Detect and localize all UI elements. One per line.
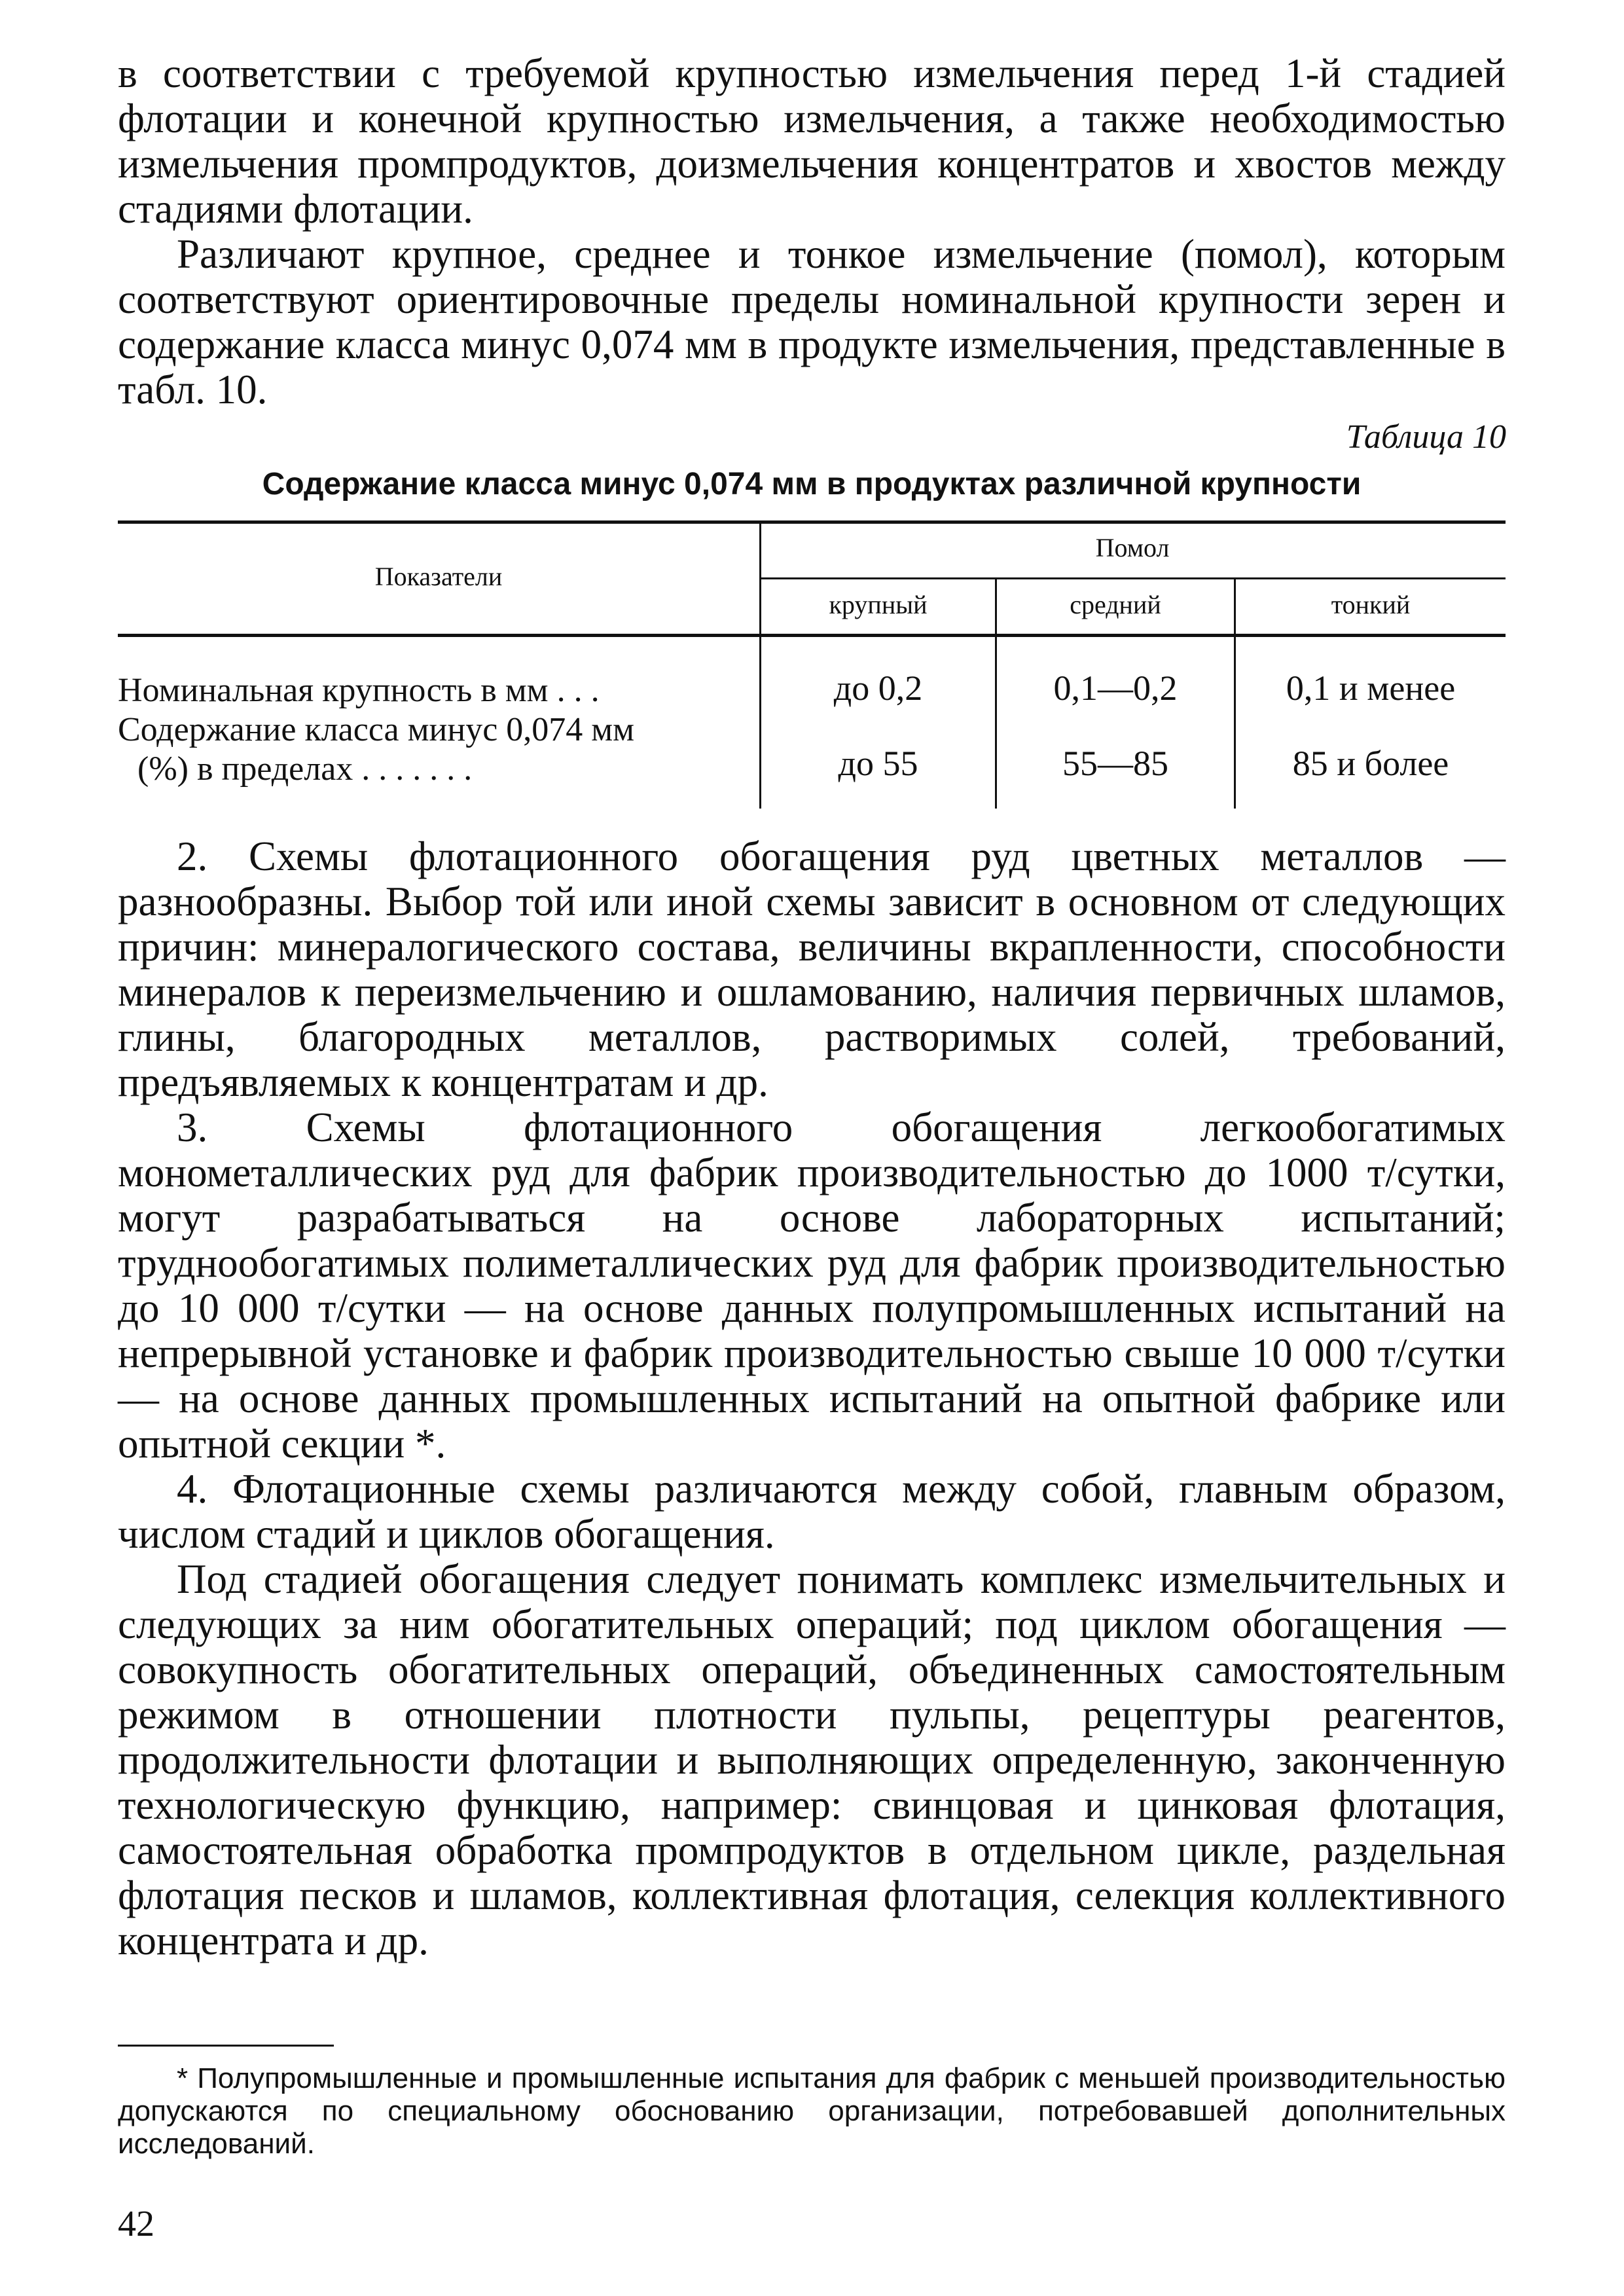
footnote: * Полупромышленные и промышленные испытания для фабрик с меньшей производительностью допускаются по специальному обоснованию организации, потребовавшей дополнительных исследований. — [118, 2062, 1506, 2160]
paragraph: 3. Схемы флотационного обогащения легкообогатимых монометаллических руд для фабрик производительностью до 1000 т/сутки, могут разрабатываться на основе лабораторных испытаний; труднообогатимых полиметаллических руд для фабрик производительностью до 10 000 т/сутки — на основе данных полупромышленных испытаний на непрерывной установке и фабрик производительностью свыше 10 000 т/сутки — на основе данных промышленных испытаний на опытной фабрике или опытной секции *. — [118, 1104, 1506, 1467]
table-label: Таблица 10 — [1346, 418, 1506, 456]
table-row-label: Номинальная крупность в мм . . . — [118, 672, 600, 709]
table-header-rule — [118, 634, 1506, 637]
paragraph: Под стадией обогащения следует понимать комплекс измельчительных и следующих за ним обогатительных операций; под циклом обогащения — совокупность обогатительных операций, объединенных самостоятельным режимом в отношении плотности пульпы, рецептуры реагентов, продолжительности флотации и выполняющих определенную, законченную технологическую функцию, например: свинцовая и цинковая флотация, самостоятельная обработка промпродуктов в отдельном цикле, раздельная флотация песков и шламов, коллективная флотация, селекция коллективного концентрата и др. — [118, 1556, 1506, 1963]
text-block-top — [118, 51, 1506, 412]
table-cell: 0,1—0,2 — [1053, 668, 1178, 708]
table-cell: до 0,2 — [833, 668, 923, 708]
paragraph: 4. Флотационные схемы различаются между собой, главным образом, числом стадий и циклов обогащения. — [118, 1466, 1506, 1557]
table-cell: 55—85 — [1062, 744, 1168, 783]
table-header-group: Помол — [1095, 533, 1170, 562]
table-column-header: крупный — [829, 590, 928, 619]
table-group-rule — [759, 577, 1506, 579]
table-cell: 0,1 и менее — [1286, 668, 1456, 708]
table-top-rule — [118, 520, 1506, 524]
granularity-table — [118, 520, 1506, 822]
table-header-indicator: Показатели — [374, 562, 503, 591]
table-row-label: Содержание класса минус 0,074 мм — [118, 711, 635, 748]
table-cell: 85 и более — [1292, 744, 1449, 783]
table-row-label: (%) в пределах . . . . . . . — [137, 750, 473, 788]
text-block-bottom — [118, 834, 1506, 1963]
paragraph: в соответствии с требуемой крупностью измельчения перед 1-й стадией флотации и конечной крупностью измельчения, а также необходимостью измельчения промпродуктов, доизмельчения концентратов и хвостов между стадиями флотации. — [118, 50, 1506, 232]
paragraph: Различают крупное, среднее и тонкое измельчение (помол), которым соответствуют ориентировочные пределы номинальной крупности зерен и содержание класса минус 0,074 мм в продукте измельчения, представленные в табл. 10. — [118, 231, 1506, 412]
footnote-rule — [118, 2045, 334, 2047]
table-caption: Содержание класса минус 0,074 мм в продуктах различной крупности — [262, 467, 1362, 501]
paragraph: 2. Схемы флотационного обогащения руд цветных металлов — разнообразны. Выбор той или иной схемы зависит в основном от следующих причин: минералогического состава, величины вкрапленности, способности минералов к переизмельчению и ошламованию, наличия первичных шламов, глины, благородных металлов, растворимых солей, требований, предъявляемых к концентратам и др. — [118, 833, 1506, 1105]
table-cell: до 55 — [838, 744, 918, 783]
table-column-header: средний — [1070, 590, 1161, 619]
page-number: 42 — [118, 2204, 154, 2244]
table-column-header: тонкий — [1331, 590, 1411, 619]
